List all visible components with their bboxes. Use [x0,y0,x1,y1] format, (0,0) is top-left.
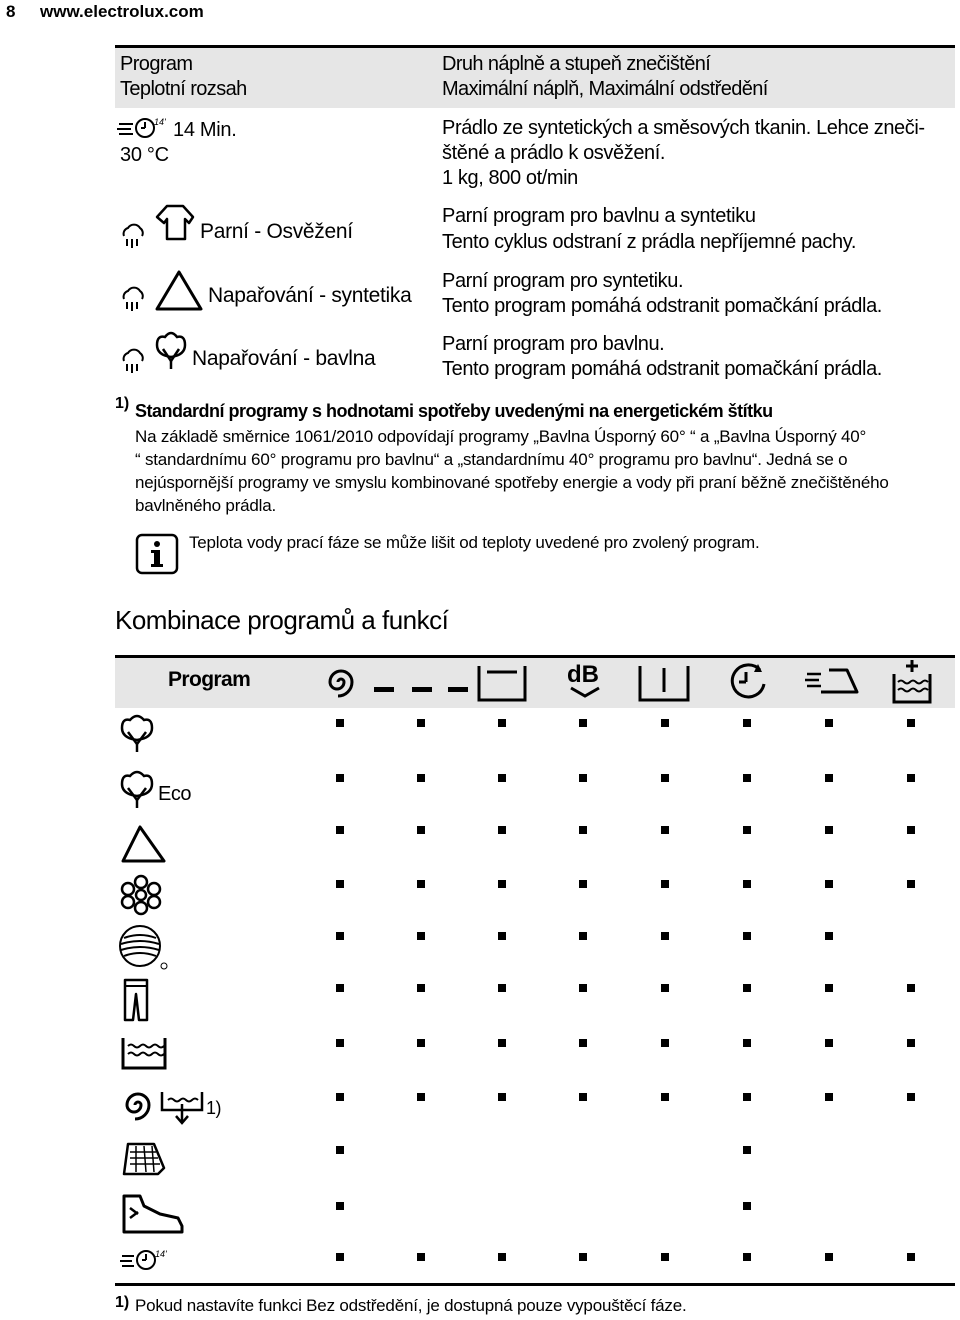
easy-iron-icon [803,666,859,696]
row-desc-14min-3: 1 kg, 800 ot/min [442,167,578,189]
jeans-icon [122,978,150,1022]
availability-mark [417,1039,425,1047]
synthetics-triangle-icon [155,269,203,311]
svg-text:14': 14' [155,1249,167,1259]
sport-shoes-icon [120,1192,184,1236]
row-desc-steam-cotton-1: Parní program pro bavlnu. [442,333,665,355]
availability-mark [579,1093,587,1101]
availability-mark [825,932,833,940]
availability-mark [825,1093,833,1101]
prewash-icon [638,662,690,702]
availability-mark [661,932,669,940]
availability-mark [417,1253,425,1261]
rinse-hold-icon [477,662,527,702]
availability-mark [907,719,915,727]
synthetics-icon [120,824,168,864]
availability-mark [825,826,833,834]
row-desc-steam-refresh-2: Tento cyklus odstraní z prádla nepříjemné pachy. [442,231,856,253]
availability-mark [336,1039,344,1047]
cotton-flower-icon [153,331,189,371]
availability-mark [743,774,751,782]
availability-mark [825,719,833,727]
drain-icon [160,1088,204,1126]
footnote1-line-2: “ standardnímu 60° programu pro bavlnu“ a „standardnímu 40° programu pro bavlnu“. Jedná se o [135,450,848,469]
availability-mark [743,932,751,940]
availability-mark [907,1093,915,1101]
availability-mark [579,719,587,727]
availability-mark [417,932,425,940]
rinse-icon [120,1034,168,1070]
combo-row-label-eco: Eco [158,783,191,805]
availability-mark [661,826,669,834]
col1-header-program: Program [120,53,193,75]
availability-mark [825,1253,833,1261]
availability-mark [907,774,915,782]
row-desc-steam-synth-2: Tento program pomáhá odstranit pomačkání prádla. [442,295,882,317]
availability-mark [743,826,751,834]
availability-mark [907,1039,915,1047]
availability-mark [498,1253,506,1261]
availability-mark [336,1202,344,1210]
time-save-icon [726,660,770,704]
availability-mark [336,932,344,940]
row-label-steam-cotton: Napařování - bavlna [192,347,376,370]
spin-icon [324,664,358,700]
col2-header-max: Maximální náplň, Maximální odstředění [442,78,768,100]
availability-mark [579,826,587,834]
availability-mark [825,1039,833,1047]
availability-mark [336,880,344,888]
combo-table-bottom-rule [115,1283,955,1286]
availability-mark [579,984,587,992]
footnote1-line-1: Na základě směrnice 1061/2010 odpovídají programy „Bavlna Úsporný 60° “ a „Bavlna Úsporný 40° [135,427,867,446]
quick-14min-icon [120,1249,170,1271]
steam-icon [118,220,148,250]
availability-mark [498,1093,506,1101]
page-number: 8 [6,2,16,21]
program-table [115,45,955,382]
availability-mark [579,1253,587,1261]
shirt-refresh-icon [155,203,195,245]
steam-icon [118,345,148,375]
availability-mark [417,1093,425,1101]
availability-mark [743,984,751,992]
availability-mark [336,1093,344,1101]
availability-mark [743,1202,751,1210]
footnote1-line-4: bavlněného prádla. [135,496,277,515]
row-desc-steam-refresh-1: Parní program pro bavlnu a syntetiku [442,205,756,227]
availability-mark [907,880,915,888]
row-label-steam-synthetics: Napařování - syntetika [208,284,412,307]
availability-mark [743,1093,751,1101]
availability-mark [498,826,506,834]
availability-mark [743,1039,751,1047]
spin-icon [120,1085,156,1125]
no-spin-icon [374,686,470,694]
availability-mark [579,880,587,888]
row-temp-14min: 30 °C [120,144,169,166]
availability-mark [336,1253,344,1261]
delicates-icon [120,874,162,916]
availability-mark [661,1093,669,1101]
footnote1-title: Standardní programy s hodnotami spotřeby uvedenými na energetickém štítku [135,401,773,421]
extra-rinse-icon [890,658,934,704]
availability-mark [661,1039,669,1047]
row-desc-steam-synth-1: Parní program pro syntetiku. [442,270,684,292]
availability-mark [907,984,915,992]
site-url: www.electrolux.com [40,2,204,21]
wool-icon [118,924,170,972]
availability-mark [661,880,669,888]
availability-mark [417,826,425,834]
availability-mark [498,984,506,992]
row-label-14min: 14 Min. [173,119,237,141]
row-label-steam-refresh: Parní - Osvěžení [200,220,353,243]
row-desc-14min-2: štěné a prádlo k osvěžení. [442,142,666,164]
availability-mark [498,1039,506,1047]
availability-mark [336,1146,344,1154]
availability-mark [417,984,425,992]
availability-mark [417,719,425,727]
quick-wash-14min-icon [117,117,169,139]
availability-mark [907,826,915,834]
availability-mark [417,880,425,888]
availability-mark [825,774,833,782]
availability-mark [498,774,506,782]
footnote1-marker: 1) [115,395,130,412]
sportswear-icon [120,1140,166,1180]
info-icon [135,533,179,575]
availability-mark [661,1253,669,1261]
cotton-icon [118,714,156,754]
availability-mark [825,984,833,992]
availability-mark [579,932,587,940]
night-cycle-db-icon [565,660,605,700]
availability-mark [498,932,506,940]
row-desc-steam-cotton-2: Tento program pomáhá odstranit pomačkání prádla. [442,358,882,380]
availability-mark [498,719,506,727]
availability-mark [336,774,344,782]
availability-mark [661,984,669,992]
footnote1-line-3: nejúspornější programy ve smyslu kombinované spotřeby energie a vody při praní běžně znečištěného [135,473,889,492]
availability-mark [336,984,344,992]
svg-text:14': 14' [154,117,166,127]
availability-mark [743,880,751,888]
row-desc-14min-1: Prádlo ze syntetických a směsových tkanin. Lehce zneči- [442,117,925,139]
availability-mark [336,719,344,727]
availability-mark [743,719,751,727]
availability-mark [579,774,587,782]
availability-mark [579,1039,587,1047]
availability-mark [498,880,506,888]
col2-header-load: Druh náplně a stupeň znečištění [442,53,711,75]
availability-mark [417,774,425,782]
availability-mark [825,880,833,888]
combo-row-label-footnote: 1) [206,1098,222,1118]
svg-text:dB: dB [567,661,599,688]
footnote2-marker: 1) [115,1294,130,1311]
steam-icon [118,283,148,313]
combo-header-program: Program [168,668,251,691]
availability-mark [743,1146,751,1154]
availability-mark [661,719,669,727]
footnote2-text: Pokud nastavíte funkci Bez odstředění, je dostupná pouze vypouštěcí fáze. [135,1296,687,1315]
availability-mark [661,774,669,782]
availability-mark [743,1253,751,1261]
cotton-eco-icon [118,770,156,810]
availability-mark [336,826,344,834]
info-note-text: Teplota vody prací fáze se může lišit od teploty uvedené pro zvolený program. [189,533,760,552]
col1-header-temp: Teplotní rozsah [120,78,247,100]
availability-mark [907,1253,915,1261]
combo-title: Kombinace programů a funkcí [115,605,449,635]
